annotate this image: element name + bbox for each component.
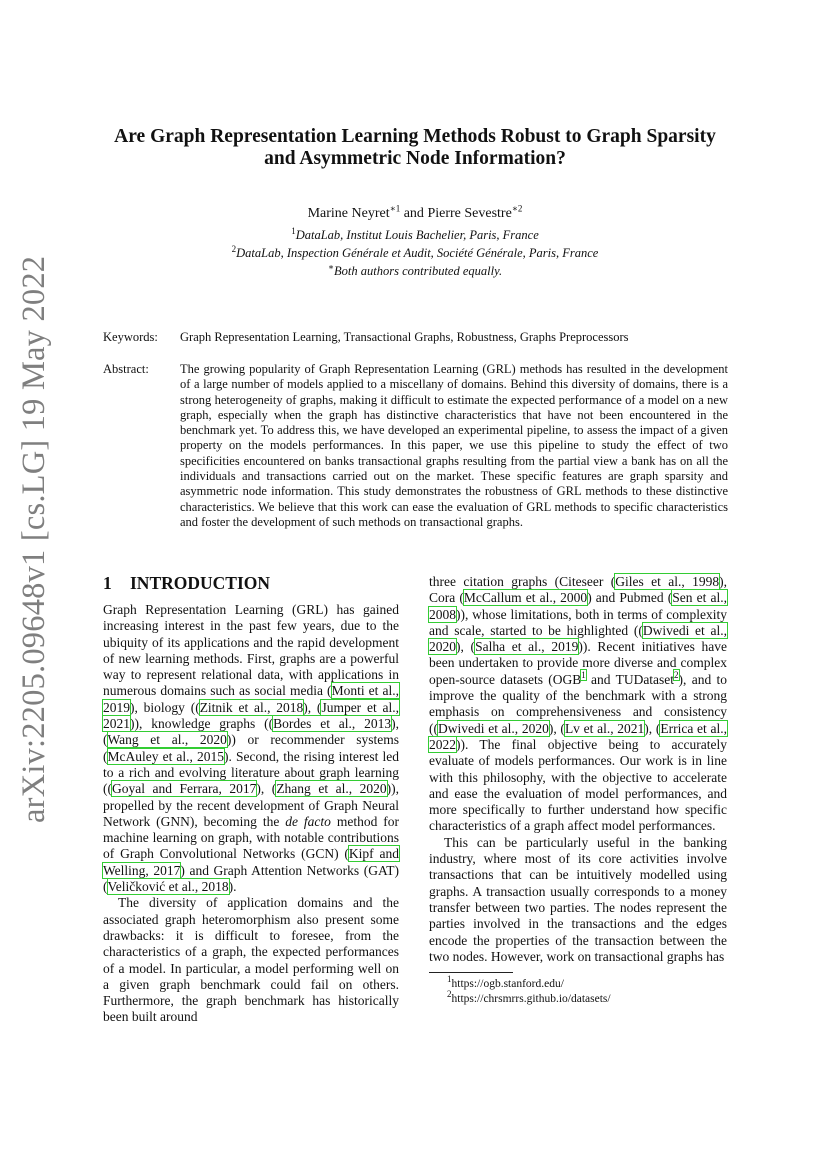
text-run: )), knowledge graphs (( xyxy=(130,716,274,732)
text-run: )) or recommender systems ( xyxy=(103,732,399,764)
text-run: ). xyxy=(228,879,237,895)
affiliation-1 xyxy=(90,225,740,243)
citation-link[interactable]: Errica et al., 2022 xyxy=(429,720,727,752)
footnote-1-sup: 1 xyxy=(447,974,452,985)
affiliation-1-sup: 1 xyxy=(291,225,296,236)
text-run: )). Recent initiatives have been undertaken to provide more diverse and complex open-source datasets (OGB xyxy=(429,639,727,687)
citation-link[interactable]: Lv et al., 2021 xyxy=(564,720,645,736)
text-run: ), ( xyxy=(303,699,322,715)
footnote-link-1[interactable]: 1 xyxy=(581,670,586,681)
title-line-2: and Asymmetric Node Information? xyxy=(264,148,566,169)
section-title: INTRODUCTION xyxy=(130,573,271,593)
abstract-label: Abstract: xyxy=(103,362,149,376)
text-run: ), ( xyxy=(548,720,565,736)
affiliation-2-sup: 2 xyxy=(231,243,237,254)
citation-link[interactable]: McCallum et al., 2000 xyxy=(463,590,588,606)
left-column xyxy=(103,573,399,1026)
text-run: ), Cora ( xyxy=(429,574,727,606)
text-run: )). The final objective being to accurately evaluate of models performances. Our work is in line with this philosophy, with the objective to accelerate and ease the evaluation of model performances, and more specifically to further understand how specific characteristics of a graph affect model performances. xyxy=(429,736,727,834)
equal-contribution-text: Both authors contributed equally. xyxy=(334,264,503,278)
affiliation-1-text: DataLab, Institut Louis Bachelier, Paris, France xyxy=(295,228,539,242)
author-2: Pierre Sevestre xyxy=(427,206,512,221)
citation-link[interactable]: Veličković et al., 2018 xyxy=(107,879,229,895)
author-2-sup: ∗2 xyxy=(511,203,523,214)
citation-link[interactable]: Jumper et al., 2021 xyxy=(103,699,399,732)
text-run: ), ( xyxy=(456,639,476,655)
citation-link[interactable]: Salha et al., 2019 xyxy=(475,639,579,655)
footnote-2-text: https://chrsmrrs.github.io/datasets/ xyxy=(451,993,611,1005)
right-column xyxy=(429,574,727,965)
intro-paragraph-2: The diversity of application domains and the associated graph heteromorphism also present some drawbacks: it is difficult to foresee, from the characteristics of a graph, the expected performances of a model. In particular, a model performing well on a given graph benchmark could fail on others. Furthermore, the graph benchmark has historically been built around xyxy=(103,895,399,1025)
paper-title xyxy=(90,126,740,170)
footnote-2 xyxy=(447,989,611,1005)
citation-link[interactable]: Monti et al., 2019 xyxy=(103,683,400,715)
equal-contribution-note xyxy=(90,261,740,279)
citation-link[interactable]: Kipf and Welling, 2017 xyxy=(103,846,399,878)
author-1-sup: ∗1 xyxy=(389,203,401,214)
affiliation-2 xyxy=(90,243,740,261)
author-list xyxy=(90,203,740,222)
intro-paragraph-3 xyxy=(429,574,727,835)
intro-paragraph-4: This can be particularly useful in the banking industry, where most of its core activities involve transactions that can be intuitively modelled using graphs. A transaction usually corresponds to a money transfer between two parties. The nodes represent the parties involved in the transactions and the edges encode the properties of the transaction between the two nodes. However, work on transactional graphs has xyxy=(429,834,727,964)
text-run: Graph Representation Learning (GRL) has gained increasing interest in the past few years, due to the ubiquity of its applications and the rapid development of new learning methods. First, graphs are a powerful way to represent relational data, with applications in numerous domains such as social media ( xyxy=(103,602,399,699)
citation-link[interactable]: Dwivedi et al., 2020 xyxy=(438,720,549,736)
citation-link[interactable]: Bordes et al., 2013 xyxy=(273,716,392,732)
footnote-1 xyxy=(447,974,564,990)
text-run: method for machine learning on graph, with notable contributions of Graph Convolutional Networks (GCN) ( xyxy=(103,813,399,862)
author-1: Marine Neyret xyxy=(307,206,390,221)
text-run: ) and Graph Attention Networks (GAT) ( xyxy=(103,862,399,895)
section-heading xyxy=(103,573,399,593)
citation-link[interactable]: Zitnik et al., 2018 xyxy=(199,699,304,715)
footnote-rule xyxy=(429,972,513,973)
footnote-link-2[interactable]: 2 xyxy=(674,670,679,681)
author-and: and xyxy=(400,206,428,221)
keywords-text: Graph Representation Learning, Transactional Graphs, Robustness, Graphs Preprocessors xyxy=(180,330,629,344)
text-run: three citation graphs (Citeseer ( xyxy=(429,574,616,589)
text-run: and TUDataset xyxy=(585,671,675,687)
equal-contribution-sup: ∗ xyxy=(327,261,335,272)
italic-text: de facto xyxy=(285,813,331,829)
citation-link[interactable]: Giles et al., 1998 xyxy=(615,574,720,589)
abstract-text: The growing popularity of Graph Representation Learning (GRL) methods has resulted in the development of a large number of models applied to a miscellany of domains. Behind this diversity of domains, there is a strong heterogeneity of graphs, making it difficult to estimate the expected performance of a model on a new graph, especially when the graph has distinctive characteristics that have not been encountered in the benchmark yet. To address this, we have developed an experimental pipeline, to assess the impact of a given property on the models performances. In this paper, we use this pipeline to study the effect of two specificities encountered on banks transactional graphs resulting from the partial view a bank has on all the individuals and transactions carried out on the market. These specific features are graph sparsity and asymmetric node information. This study demonstrates the robustness of GRL methods to these distinctive characteristics. We believe that this work can ease the evaluation of GRL methods to specific characteristics and foster the development of such methods on transactional graphs. xyxy=(180,362,728,529)
keywords-label: Keywords: xyxy=(103,330,158,344)
text-run: ) and Pubmed ( xyxy=(587,590,673,606)
text-run: ), ( xyxy=(644,720,661,736)
affiliation-2-text: DataLab, Inspection Générale et Audit, Société Générale, Paris, France xyxy=(236,246,599,260)
citation-link[interactable]: McAuley et al., 2015 xyxy=(107,748,225,764)
text-run: )), whose limitations, both in terms of complexity and scale, started to be highlighted (( xyxy=(429,606,727,638)
text-run: )), propelled by the recent development of Graph Neural Network (GNN), becoming the xyxy=(103,781,399,829)
text-run: ), ( xyxy=(103,716,399,748)
citation-link[interactable]: Sen et al., 2008 xyxy=(429,590,727,622)
intro-paragraph-1 xyxy=(103,602,399,895)
footnote-1-text: https://ogb.stanford.edu/ xyxy=(451,978,564,990)
text-run: ), biology (( xyxy=(130,699,200,715)
citation-link[interactable]: Wang et al., 2020 xyxy=(107,732,227,748)
citation-link[interactable]: Dwivedi et al., 2020 xyxy=(429,622,727,655)
citation-link[interactable]: Goyal and Ferrara, 2017 xyxy=(112,781,257,797)
title-line-1: Are Graph Representation Learning Methods Robust to Graph Sparsity xyxy=(114,126,716,147)
citation-link[interactable]: Zhang et al., 2020 xyxy=(276,781,387,797)
footnote-2-sup: 2 xyxy=(447,989,452,1000)
text-run: ). Second, the rising interest led to a rich and evolving literature about graph learning (( xyxy=(103,748,399,797)
text-run: ), ( xyxy=(256,781,277,797)
arxiv-stamp: arXiv:2205.09648v1 [cs.LG] 19 May 2022 xyxy=(16,255,52,823)
section-number: 1 xyxy=(103,573,112,593)
text-run: ), and to improve the quality of the benchmark with a strong emphasis on comprehensiveness and consistency (( xyxy=(429,671,727,736)
